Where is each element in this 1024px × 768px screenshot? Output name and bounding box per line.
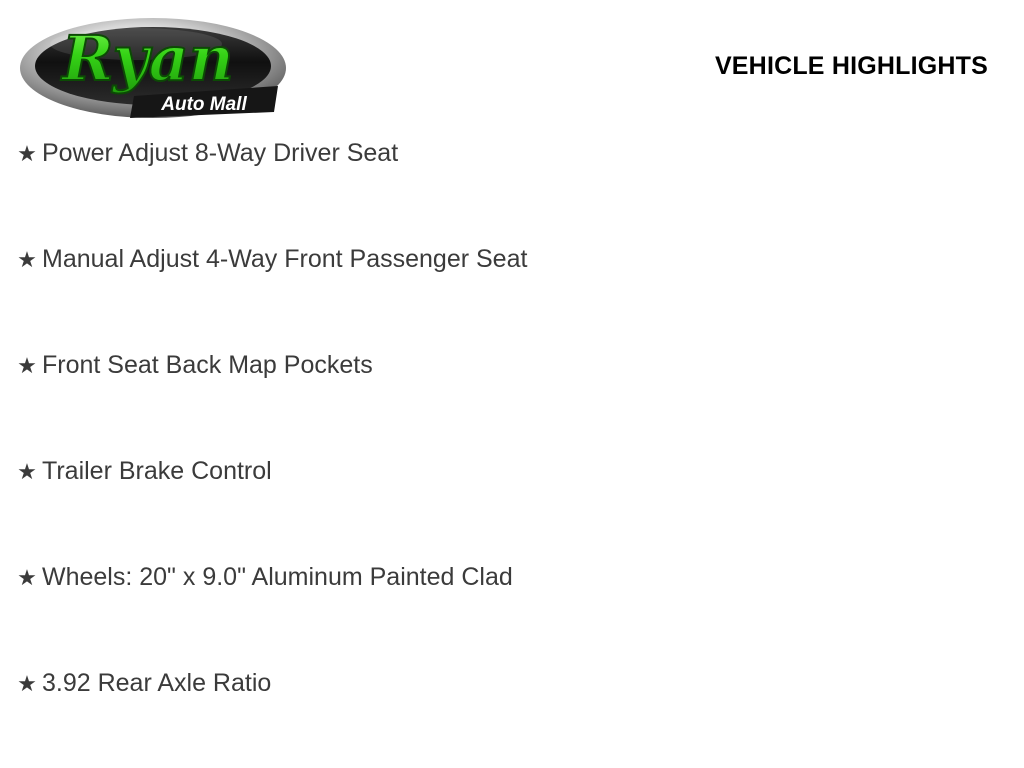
star-icon: ★ [17, 671, 37, 696]
list-item [0, 246, 1024, 352]
logo-brand-text: Ryan [62, 22, 234, 95]
page-title: VEHICLE HIGHLIGHTS [714, 52, 988, 80]
list-item-label: Wheels: 20" x 9.0" Aluminum Painted Clad [42, 563, 513, 591]
star-icon: ★ [17, 247, 37, 272]
list-item-label: Trailer Brake Control [42, 457, 272, 485]
list-item [0, 458, 1024, 564]
star-icon: ★ [17, 353, 37, 378]
list-item-label: Power Adjust 8-Way Driver Seat [42, 139, 399, 167]
list-item [0, 670, 1024, 768]
vehicle-highlights-list [0, 140, 1024, 768]
list-item [0, 140, 1024, 246]
logo-subtitle-text: Auto Mall [161, 94, 247, 115]
list-item-label: Front Seat Back Map Pockets [42, 351, 373, 379]
list-item-label: 3.92 Rear Axle Ratio [42, 669, 272, 697]
star-icon: ★ [17, 141, 37, 166]
ryan-auto-mall-logo [16, 8, 291, 126]
list-item-label: Manual Adjust 4-Way Front Passenger Seat [42, 245, 528, 273]
page-header [0, 0, 1024, 135]
star-icon: ★ [17, 565, 37, 590]
list-item [0, 564, 1024, 670]
star-icon: ★ [17, 459, 37, 484]
list-item [0, 352, 1024, 458]
